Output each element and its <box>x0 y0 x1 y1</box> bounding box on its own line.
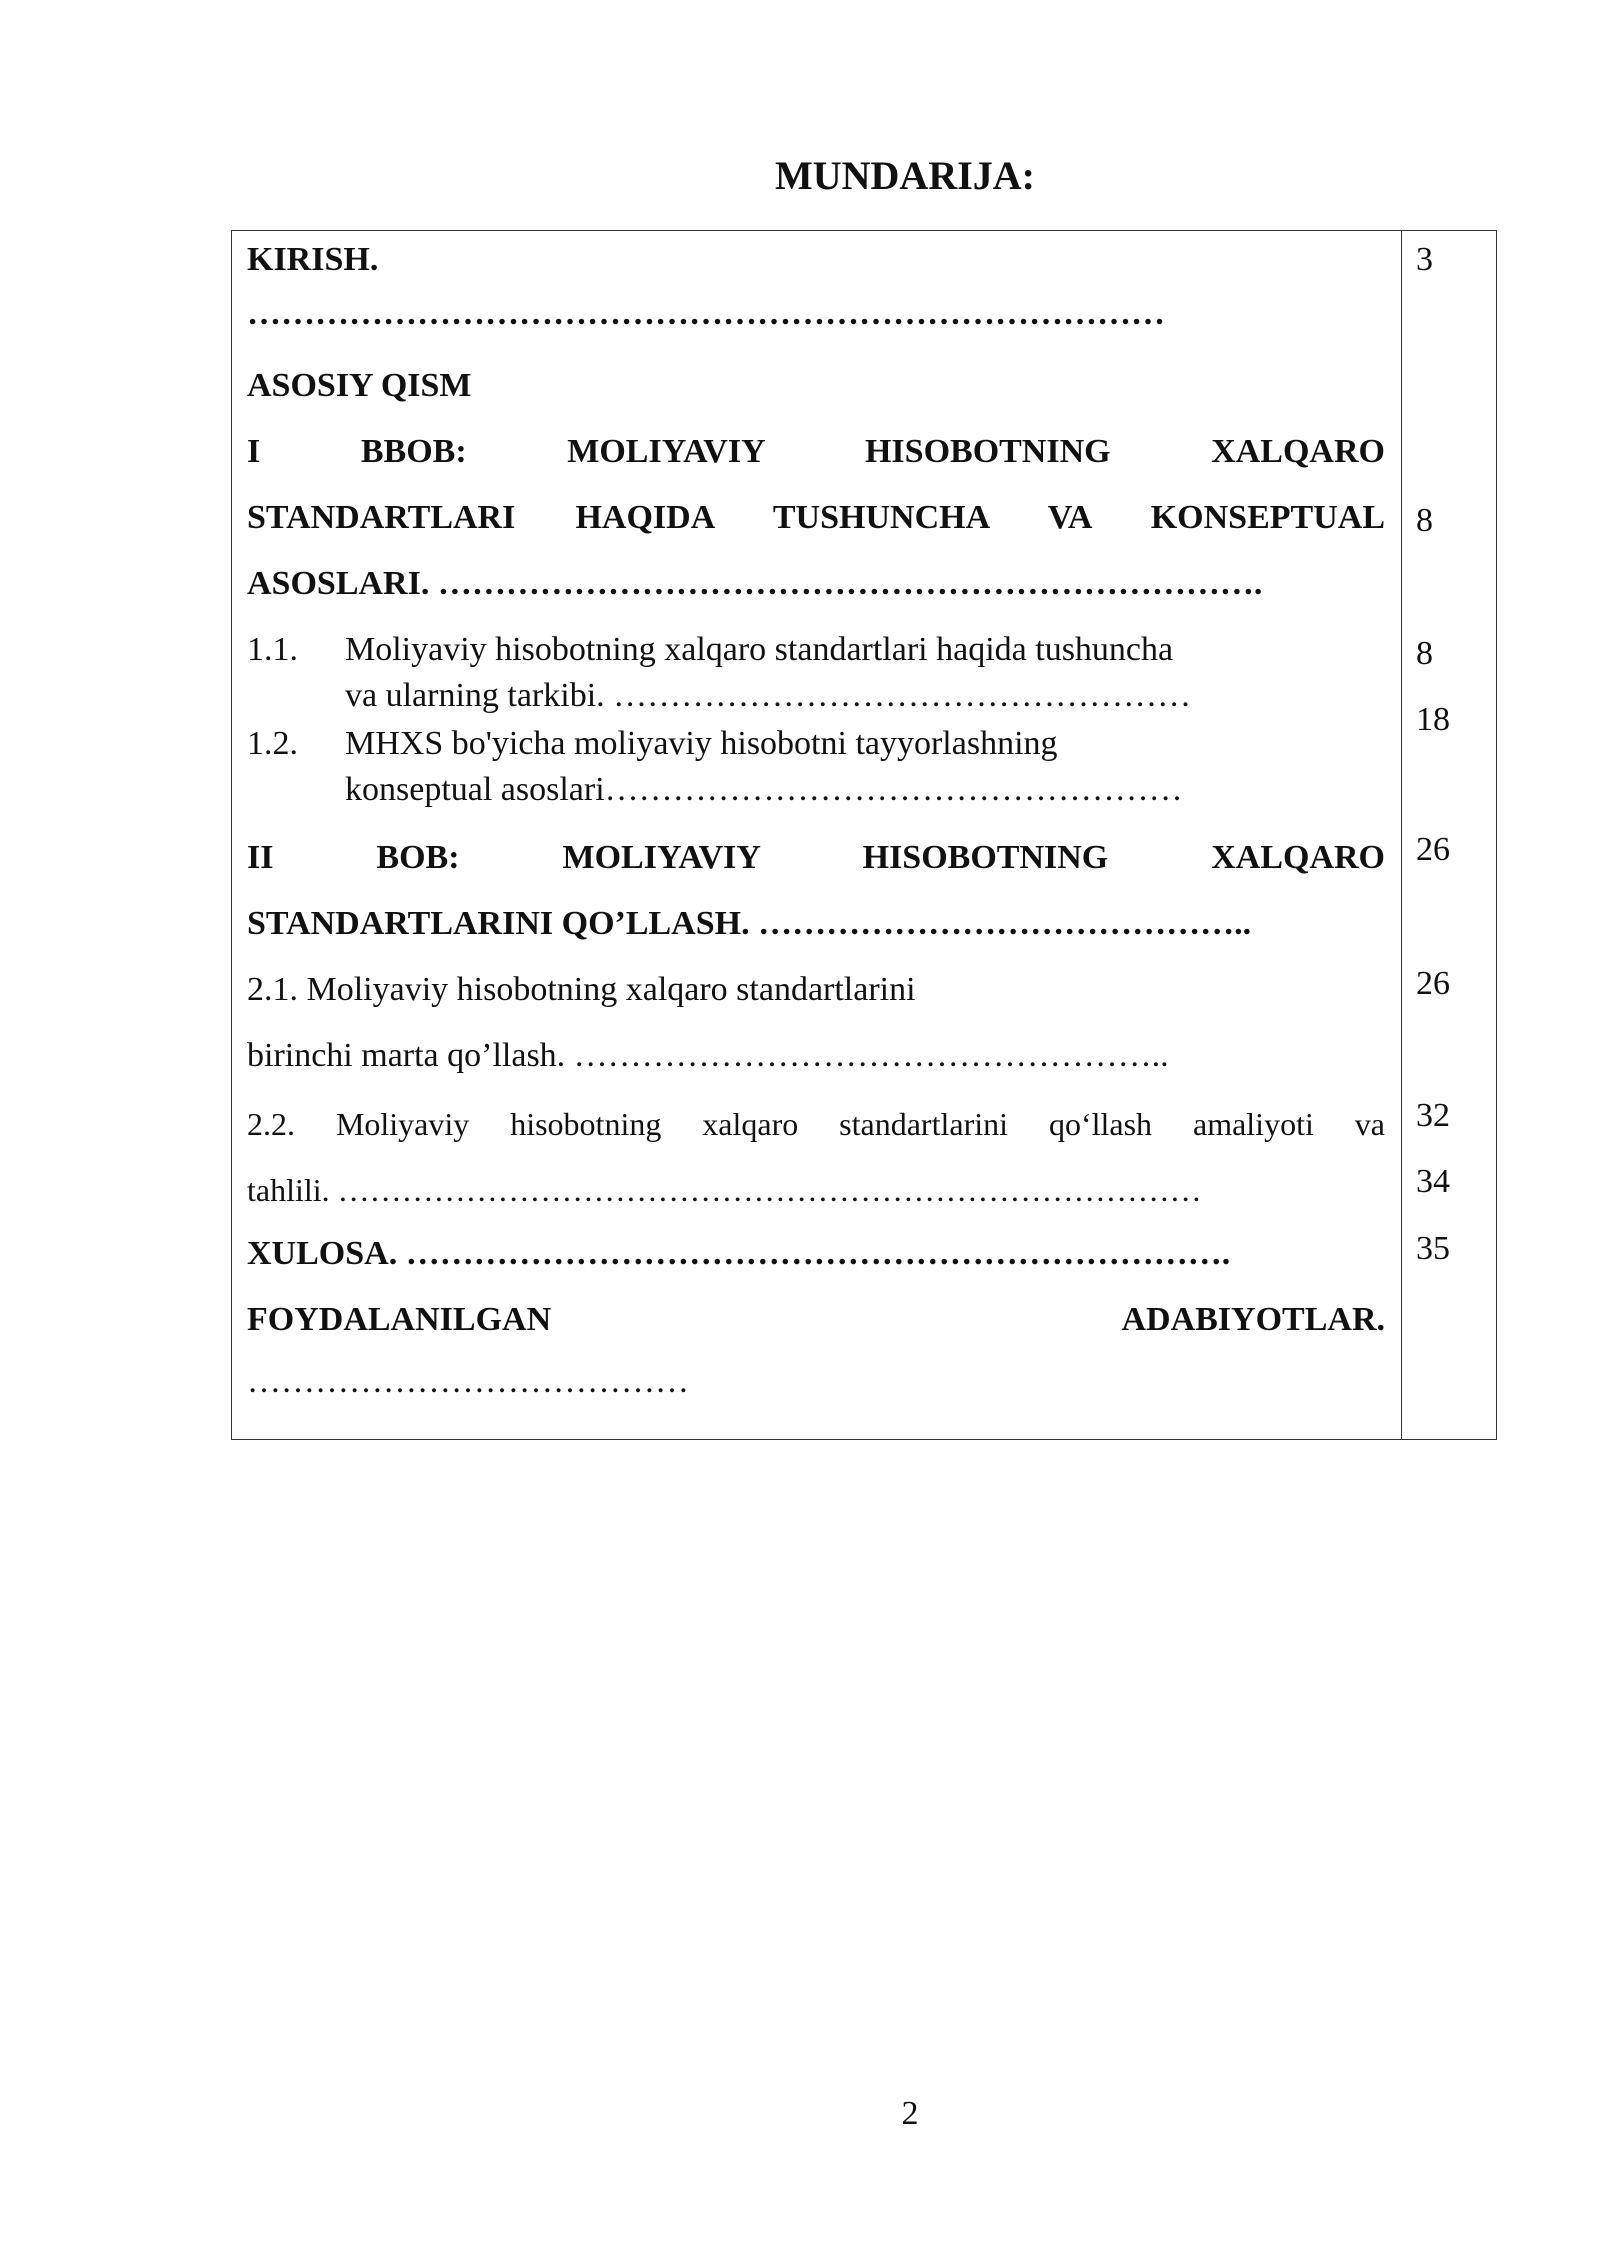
page-number: 2 <box>901 2095 919 2132</box>
toc-entry-kirish-dots: ……………………………………………………………………… <box>247 295 1165 332</box>
toc-entry-xulosa: XULOSA. ………………………………………………………………. <box>247 1235 1231 1272</box>
toc-section-2-1-line-1: 2.1. Moliyaviy hisobotning xalqaro standartlarini <box>247 971 916 1008</box>
toc-page-section-2-2: 32 <box>1416 1097 1450 1134</box>
toc-section-1-1-title <box>345 627 1385 719</box>
toc-chapter-2-line-2: STANDARTLARINI QO’LLASH. …………………………………….. <box>247 905 1252 942</box>
toc-entry-adabiyotlar-dots: ………………………………… <box>247 1363 689 1400</box>
page-title: MUNDARIJA: <box>775 153 1035 198</box>
toc-section-2-2-line-1: 2.2. Moliyaviy hisobotning xalqaro standartlarini qo‘llash amaliyoti va <box>247 1106 1385 1142</box>
toc-section-1-2-title <box>345 721 1385 813</box>
toc-page-section-1-1: 8 <box>1416 635 1433 672</box>
toc-chapter-2-line-1: II BOB: MOLIYAVIY HISOBOTNING XALQARO <box>247 839 1385 876</box>
toc-entry-asosiy-qism: ASOSIY QISM <box>247 367 472 404</box>
toc-chapter-1-line-2: STANDARTLARI HAQIDA TUSHUNCHA VA KONSEPTUAL <box>247 499 1385 536</box>
toc-page-section-2-1: 26 <box>1416 965 1450 1002</box>
toc-chapter-1-line-1: I BBOB: MOLIYAVIY HISOBOTNING XALQARO <box>247 433 1385 470</box>
toc-table <box>231 230 1497 1440</box>
toc-section-2-1-line-2: birinchi marta qo’llash. …………………………………………….. <box>247 1037 1169 1074</box>
toc-page-chapter-1: 8 <box>1416 502 1433 539</box>
toc-entry-adabiyotlar: FOYDALANILGAN ADABIYOTLAR. <box>247 1301 1385 1338</box>
toc-section-1-2-line-2: konseptual asoslari…………………………………………… <box>345 771 1183 808</box>
toc-section-1-2-number: 1.2. <box>247 725 298 762</box>
toc-page-chapter-2: 26 <box>1416 831 1450 868</box>
toc-section-1-2-line-1: MHXS bo'yicha moliyaviy hisobotni tayyorlashning <box>345 725 1058 762</box>
toc-page-kirish: 3 <box>1416 241 1433 278</box>
column-divider <box>1401 231 1402 1439</box>
toc-page-xulosa: 34 <box>1416 1163 1450 1200</box>
toc-page-section-1-2: 18 <box>1416 701 1450 738</box>
toc-chapter-1-line-3: ASOSLARI. ………………………………………………………………. <box>247 565 1263 602</box>
toc-section-1-1-line-2: va ularning tarkibi. …………………………………………… <box>345 677 1192 714</box>
toc-page-adabiyotlar: 35 <box>1416 1230 1450 1267</box>
toc-section-1-1-line-1: Moliyaviy hisobotning xalqaro standartlari haqida tushuncha <box>345 631 1174 668</box>
toc-section-2-2-line-2: tahlili. ……………………………………………………………………… <box>247 1172 1202 1208</box>
toc-entry-kirish: KIRISH. <box>247 241 379 278</box>
toc-section-1-1-number: 1.1. <box>247 631 298 668</box>
